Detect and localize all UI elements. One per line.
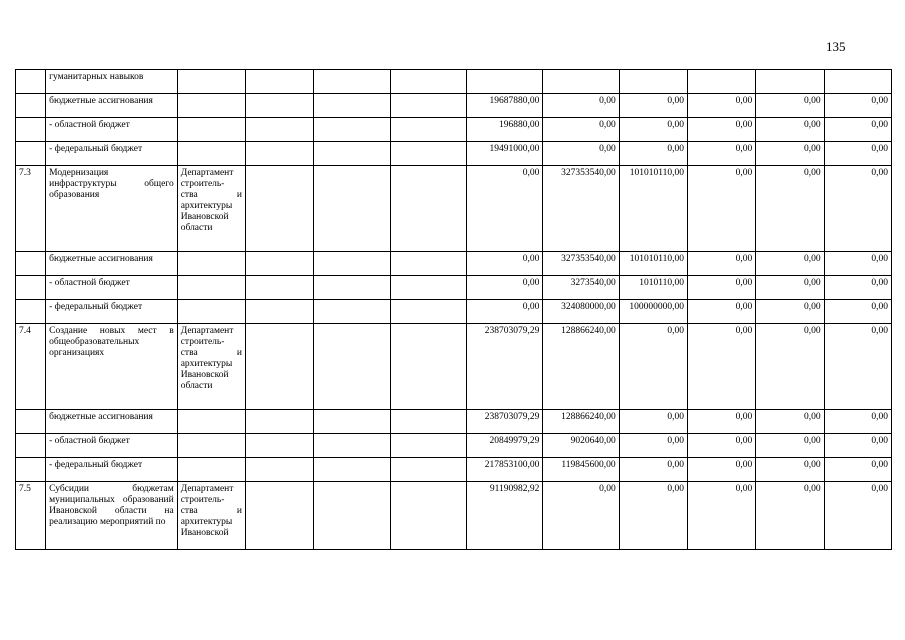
amount-cell: 0,00	[824, 300, 891, 324]
measure-name-cell: гуманитарных навыков	[46, 70, 178, 94]
amount-cell: 0,00	[619, 118, 687, 142]
measure-name-cell: - федеральный бюджет	[46, 458, 178, 482]
executor-cell	[177, 300, 245, 324]
empty-cell	[314, 94, 390, 118]
executor-cell	[177, 276, 245, 300]
empty-cell	[390, 142, 466, 166]
empty-cell	[314, 410, 390, 434]
row-number-cell	[16, 252, 46, 276]
row-number-cell	[16, 434, 46, 458]
table-row-subtotal	[16, 300, 892, 324]
measure-name-cell: бюджетные ассигнования	[46, 410, 178, 434]
empty-cell	[390, 70, 466, 94]
row-number-cell	[16, 276, 46, 300]
table-row-item	[16, 482, 892, 550]
row-number-cell	[16, 458, 46, 482]
empty-cell	[314, 276, 390, 300]
executor-cell	[177, 118, 245, 142]
amount-cell: 0,00	[824, 458, 891, 482]
amount-cell: 0,00	[619, 458, 687, 482]
empty-cell	[246, 434, 314, 458]
empty-cell	[246, 118, 314, 142]
executor-cell	[177, 434, 245, 458]
executor-cell	[177, 458, 245, 482]
row-number-cell	[16, 118, 46, 142]
table-row-subtotal	[16, 94, 892, 118]
amount-cell: 0,00	[756, 94, 824, 118]
executor-cell	[177, 142, 245, 166]
empty-cell	[246, 276, 314, 300]
executor-cell: Департамент строитель- ства и архитектуры Ивановской области	[177, 324, 245, 410]
empty-cell	[314, 166, 390, 252]
empty-cell	[314, 324, 390, 410]
amount-cell: 0,00	[467, 276, 543, 300]
amount-cell: 0,00	[619, 410, 687, 434]
amount-cell: 0,00	[687, 118, 755, 142]
amount-cell: 0,00	[824, 276, 891, 300]
executor-cell	[177, 252, 245, 276]
amount-cell: 0,00	[756, 482, 824, 550]
measure-name-cell: бюджетные ассигнования	[46, 94, 178, 118]
empty-cell	[246, 70, 314, 94]
row-number-cell: 7.3	[16, 166, 46, 252]
measure-name-cell: - областной бюджет	[46, 276, 178, 300]
amount-cell: 0,00	[756, 142, 824, 166]
amount-cell: 1010110,00	[619, 276, 687, 300]
executor-cell	[177, 94, 245, 118]
empty-cell	[390, 118, 466, 142]
amount-cell: 0,00	[687, 276, 755, 300]
table-row-item	[16, 166, 892, 252]
empty-cell	[390, 434, 466, 458]
amount-cell: 0,00	[756, 434, 824, 458]
amount-cell: 0,00	[824, 324, 891, 410]
table-row-subtotal	[16, 434, 892, 458]
amount-cell	[824, 70, 891, 94]
amount-cell	[467, 70, 543, 94]
measure-name-cell: - федеральный бюджет	[46, 142, 178, 166]
amount-cell: 0,00	[756, 118, 824, 142]
amount-cell: 0,00	[687, 434, 755, 458]
row-number-cell	[16, 70, 46, 94]
amount-cell: 0,00	[824, 118, 891, 142]
empty-cell	[246, 482, 314, 550]
amount-cell: 238703079,29	[467, 410, 543, 434]
empty-cell	[390, 410, 466, 434]
table-row-subtotal	[16, 252, 892, 276]
amount-cell: 0,00	[619, 94, 687, 118]
table-body	[16, 70, 892, 550]
amount-cell: 91190982,92	[467, 482, 543, 550]
amount-cell: 0,00	[543, 118, 619, 142]
amount-cell: 0,00	[619, 482, 687, 550]
row-number-cell	[16, 410, 46, 434]
amount-cell: 0,00	[619, 434, 687, 458]
amount-cell: 0,00	[756, 324, 824, 410]
amount-cell: 327353540,00	[543, 166, 619, 252]
empty-cell	[314, 458, 390, 482]
measure-name-cell: Модернизация инфраструктуры общего образования	[46, 166, 178, 252]
amount-cell: 0,00	[756, 252, 824, 276]
amount-cell: 9020640,00	[543, 434, 619, 458]
measure-name-cell: Субсидии бюджетам муниципальных образований Ивановской области на реализацию мероприятий по	[46, 482, 178, 550]
amount-cell: 0,00	[756, 276, 824, 300]
empty-cell	[246, 324, 314, 410]
amount-cell: 324080000,00	[543, 300, 619, 324]
amount-cell: 0,00	[824, 94, 891, 118]
amount-cell: 128866240,00	[543, 410, 619, 434]
amount-cell: 0,00	[543, 482, 619, 550]
row-number-cell: 7.5	[16, 482, 46, 550]
amount-cell: 0,00	[619, 324, 687, 410]
empty-cell	[246, 410, 314, 434]
executor-cell: Департамент строитель- ства и архитектуры Ивановской	[177, 482, 245, 550]
amount-cell: 128866240,00	[543, 324, 619, 410]
amount-cell: 0,00	[687, 482, 755, 550]
empty-cell	[314, 70, 390, 94]
amount-cell: 119845600,00	[543, 458, 619, 482]
table-row-subtotal	[16, 458, 892, 482]
table-row-subtotal	[16, 410, 892, 434]
empty-cell	[246, 252, 314, 276]
table-row-subtotal	[16, 276, 892, 300]
empty-cell	[314, 118, 390, 142]
measure-name-cell: - федеральный бюджет	[46, 300, 178, 324]
amount-cell: 217853100,00	[467, 458, 543, 482]
executor-cell: Департамент строитель- ства и архитектуры Ивановской области	[177, 166, 245, 252]
amount-cell: 19491000,00	[467, 142, 543, 166]
amount-cell: 0,00	[687, 324, 755, 410]
empty-cell	[314, 252, 390, 276]
amount-cell: 0,00	[467, 300, 543, 324]
empty-cell	[246, 166, 314, 252]
executor-cell	[177, 70, 245, 94]
amount-cell: 0,00	[756, 410, 824, 434]
amount-cell: 0,00	[467, 166, 543, 252]
amount-cell: 101010110,00	[619, 252, 687, 276]
amount-cell: 0,00	[687, 166, 755, 252]
empty-cell	[246, 300, 314, 324]
amount-cell: 327353540,00	[543, 252, 619, 276]
amount-cell: 0,00	[687, 252, 755, 276]
amount-cell	[543, 70, 619, 94]
table-row-subtotal	[16, 70, 892, 94]
empty-cell	[390, 482, 466, 550]
row-number-cell: 7.4	[16, 324, 46, 410]
amount-cell: 101010110,00	[619, 166, 687, 252]
amount-cell: 0,00	[467, 252, 543, 276]
amount-cell: 100000000,00	[619, 300, 687, 324]
amount-cell: 0,00	[619, 142, 687, 166]
amount-cell: 0,00	[687, 142, 755, 166]
row-number-cell	[16, 142, 46, 166]
empty-cell	[390, 276, 466, 300]
empty-cell	[314, 482, 390, 550]
empty-cell	[390, 458, 466, 482]
amount-cell: 0,00	[824, 410, 891, 434]
measure-name-cell: Создание новых мест в общеобразовательных организациях	[46, 324, 178, 410]
amount-cell: 238703079,29	[467, 324, 543, 410]
amount-cell: 0,00	[824, 252, 891, 276]
amount-cell: 0,00	[756, 458, 824, 482]
amount-cell: 0,00	[756, 300, 824, 324]
row-number-cell	[16, 300, 46, 324]
amount-cell: 0,00	[687, 300, 755, 324]
empty-cell	[314, 300, 390, 324]
empty-cell	[246, 458, 314, 482]
page-number: 135	[826, 39, 846, 54]
amount-cell: 0,00	[543, 94, 619, 118]
empty-cell	[314, 434, 390, 458]
amount-cell	[756, 70, 824, 94]
amount-cell: 0,00	[687, 458, 755, 482]
empty-cell	[390, 94, 466, 118]
amount-cell	[687, 70, 755, 94]
amount-cell: 0,00	[756, 166, 824, 252]
empty-cell	[390, 300, 466, 324]
measure-name-cell: бюджетные ассигнования	[46, 252, 178, 276]
amount-cell: 0,00	[824, 482, 891, 550]
amount-cell: 0,00	[687, 410, 755, 434]
amount-cell: 0,00	[824, 142, 891, 166]
empty-cell	[246, 94, 314, 118]
amount-cell: 0,00	[687, 94, 755, 118]
budget-table	[15, 69, 892, 550]
row-number-cell	[16, 94, 46, 118]
empty-cell	[246, 142, 314, 166]
table-row-item	[16, 324, 892, 410]
empty-cell	[390, 252, 466, 276]
amount-cell: 3273540,00	[543, 276, 619, 300]
amount-cell: 19687880,00	[467, 94, 543, 118]
empty-cell	[314, 142, 390, 166]
amount-cell	[619, 70, 687, 94]
measure-name-cell: - областной бюджет	[46, 434, 178, 458]
amount-cell: 0,00	[543, 142, 619, 166]
empty-cell	[390, 166, 466, 252]
table-row-subtotal	[16, 142, 892, 166]
amount-cell: 0,00	[824, 166, 891, 252]
table-row-subtotal	[16, 118, 892, 142]
amount-cell: 20849979,29	[467, 434, 543, 458]
amount-cell: 196880,00	[467, 118, 543, 142]
amount-cell: 0,00	[824, 434, 891, 458]
measure-name-cell: - областной бюджет	[46, 118, 178, 142]
empty-cell	[390, 324, 466, 410]
executor-cell	[177, 410, 245, 434]
